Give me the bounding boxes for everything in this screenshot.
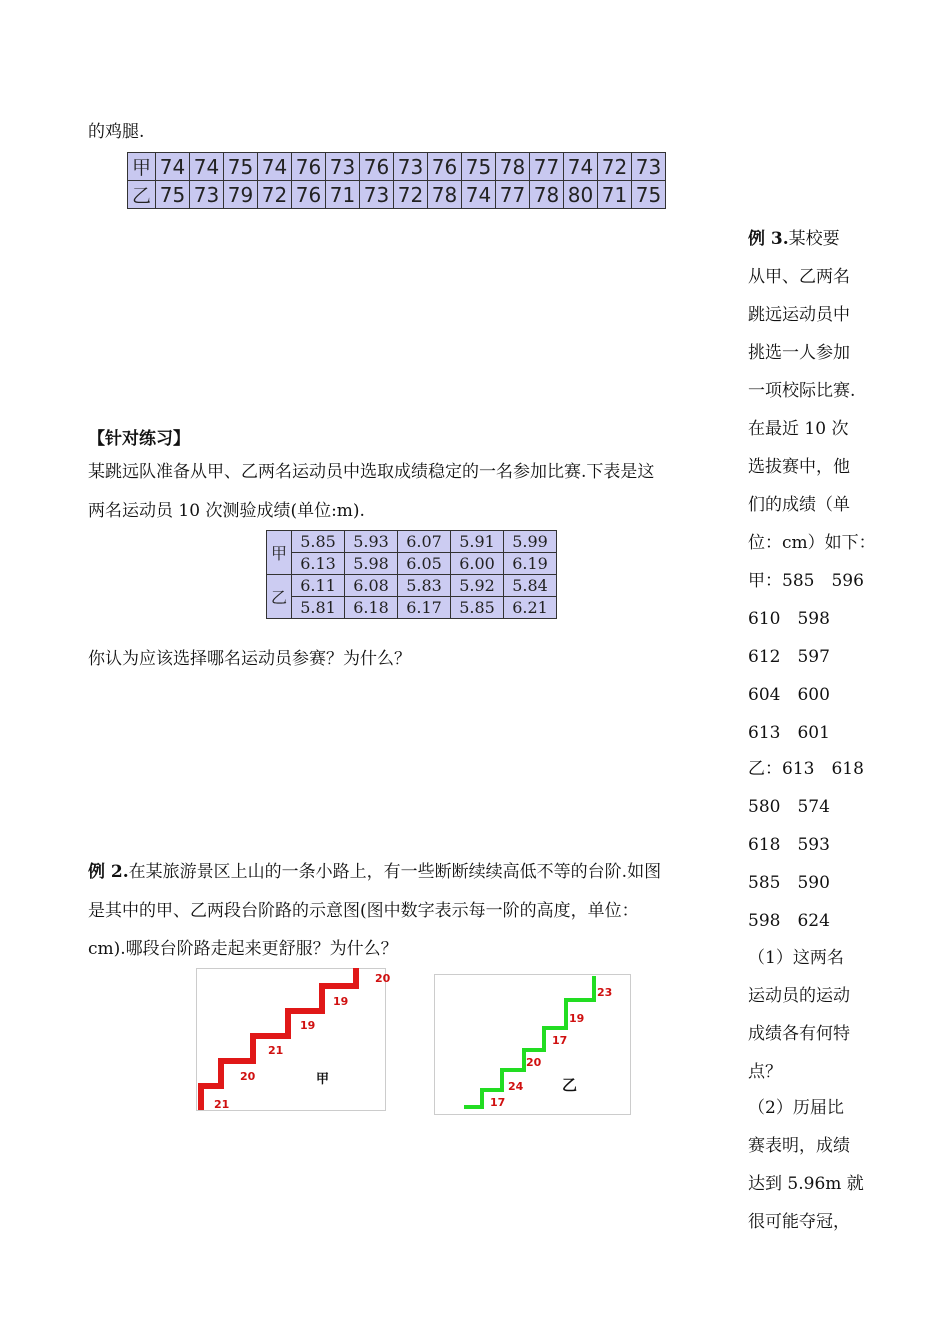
example3-line: （2）历届比 [748,1098,844,1118]
practice-line-1: 某跳远队准备从甲、乙两名运动员中选取成绩稳定的一名参加比赛.下表是这 [88,462,655,482]
table-cell: 73 [326,153,360,181]
table-cell: 76 [360,153,394,181]
table-cell: 6.07 [398,531,451,553]
table-cell: 77 [530,153,564,181]
example2-line-1 [88,857,661,882]
table-cell: 72 [394,181,428,209]
example3-line: 598 624 [748,911,830,931]
table-cell: 72 [598,153,632,181]
example3-line: 位：cm）如下： [748,533,876,553]
table-cell: 78 [496,153,530,181]
table-cell: 71 [326,181,360,209]
example3-line: 挑选一人参加 [748,343,850,363]
example3-line: 成绩各有何特 [748,1024,850,1044]
table-cell: 73 [190,181,224,209]
example3-label: 例 3. [748,229,789,249]
step-height-label: 21 [268,1044,284,1057]
table-cell: 5.84 [504,575,557,597]
example2-line-3: cm).哪段台阶路走起来更舒服？为什么？ [88,939,398,959]
step-height-label: 19 [300,1019,316,1032]
table-cell: 6.19 [504,553,557,575]
table-row [267,575,557,597]
table-row [267,553,557,575]
table-cell: 5.92 [451,575,504,597]
table-cell: 6.08 [345,575,398,597]
practice-line-2: 两名运动员 10 次测验成绩(单位:m). [88,501,365,521]
example3-line: 585 590 [748,873,830,893]
table-cell: 77 [496,181,530,209]
example3-line: 点？ [748,1062,782,1082]
step-height-label: 17 [552,1034,568,1047]
table-cell: 73 [394,153,428,181]
step-height-label: 20 [375,972,391,985]
table-cell: 6.18 [345,597,398,619]
step-height-label: 21 [214,1098,230,1111]
staircase-figure-b [434,974,631,1115]
step-height-label: 23 [597,986,613,999]
example3-line [748,224,878,249]
table-cell: 74 [190,153,224,181]
table-cell: 76 [292,181,326,209]
figure-frame [197,969,386,1111]
intro-tail-text: 的鸡腿. [88,122,145,142]
table-cell: 76 [292,153,326,181]
table-cell: 6.05 [398,553,451,575]
table-cell: 74 [564,153,598,181]
example3-line: 在最近 10 次 [748,419,849,439]
score-table-2 [266,530,557,619]
table-cell: 6.13 [292,553,345,575]
row-label: 乙 [267,575,292,619]
example3-line: 一项校际比赛. [748,381,856,401]
staircase-figure-a [196,968,391,1112]
step-height-label: 19 [569,1012,585,1025]
table-cell: 79 [224,181,258,209]
example3-line: 618 593 [748,835,830,855]
step-height-label: 17 [490,1096,506,1109]
table-cell: 6.11 [292,575,345,597]
table-cell: 75 [462,153,496,181]
table-cell: 5.81 [292,597,345,619]
row-label: 甲 [128,153,156,181]
table-cell: 73 [632,153,666,181]
step-height-label: 24 [508,1080,524,1093]
example3-line: 612 597 [748,647,830,667]
example3-line: 们的成绩（单 [748,495,850,515]
table-row [128,181,666,209]
table-cell: 75 [156,181,190,209]
example3-line: 赛表明，成绩 [748,1136,850,1156]
example3-line: 从甲、乙两名 [748,267,850,287]
table-cell: 75 [632,181,666,209]
table-row [267,597,557,619]
table-cell: 73 [360,181,394,209]
example3-line: （1）这两名 [748,948,844,968]
table-cell: 5.99 [504,531,557,553]
table-cell: 6.00 [451,553,504,575]
example3-line: 580 574 [748,797,830,817]
row-label: 乙 [128,181,156,209]
table-cell: 74 [156,153,190,181]
table-cell: 6.21 [504,597,557,619]
table-cell: 5.83 [398,575,451,597]
step-height-label: 20 [240,1070,256,1083]
example3-line: 达到 5.96m 就 [748,1174,864,1194]
table-row [128,153,666,181]
staircase-line-a [201,968,356,1110]
example2-label: 例 2. [88,862,129,882]
table-cell: 78 [530,181,564,209]
example3-line: 很可能夺冠， [748,1212,850,1232]
table-cell: 80 [564,181,598,209]
example3-line: 选拔赛中，他 [748,457,850,477]
example3-line: 甲：585 596 [748,571,864,591]
example3-line: 604 600 [748,685,830,705]
practice-heading: 【针对练习】 [88,429,190,449]
table-cell: 5.98 [345,553,398,575]
example3-text: 某校要 [788,229,840,249]
table-cell: 6.17 [398,597,451,619]
row-label: 甲 [267,531,292,575]
figure-a-name: 甲 [316,1072,330,1087]
table-cell: 78 [428,181,462,209]
example3-line: 610 598 [748,609,830,629]
step-height-label: 20 [526,1056,542,1069]
example2-text-1: 在某旅游景区上山的一条小路上，有一些断断续续高低不等的台阶.如图 [128,862,662,882]
table-cell: 5.93 [345,531,398,553]
table-cell: 5.85 [292,531,345,553]
table-cell: 74 [258,153,292,181]
table-cell: 71 [598,181,632,209]
step-height-label: 19 [333,995,349,1008]
example3-line: 运动员的运动 [748,986,850,1006]
example3-line: 613 601 [748,723,830,743]
table-cell: 74 [462,181,496,209]
example3-line: 跳远运动员中 [748,305,850,325]
table-cell: 75 [224,153,258,181]
practice-question: 你认为应该选择哪名运动员参赛？为什么？ [88,649,411,669]
table-cell: 76 [428,153,462,181]
score-table-1 [127,152,666,209]
table-row [267,531,557,553]
example2-line-2: 是其中的甲、乙两段台阶路的示意图(图中数字表示每一阶的高度，单位： [88,901,639,921]
figure-b-name: 乙 [562,1076,578,1094]
table-cell: 5.85 [451,597,504,619]
table-cell: 5.91 [451,531,504,553]
example3-line: 乙：613 618 [748,759,864,779]
table-cell: 72 [258,181,292,209]
